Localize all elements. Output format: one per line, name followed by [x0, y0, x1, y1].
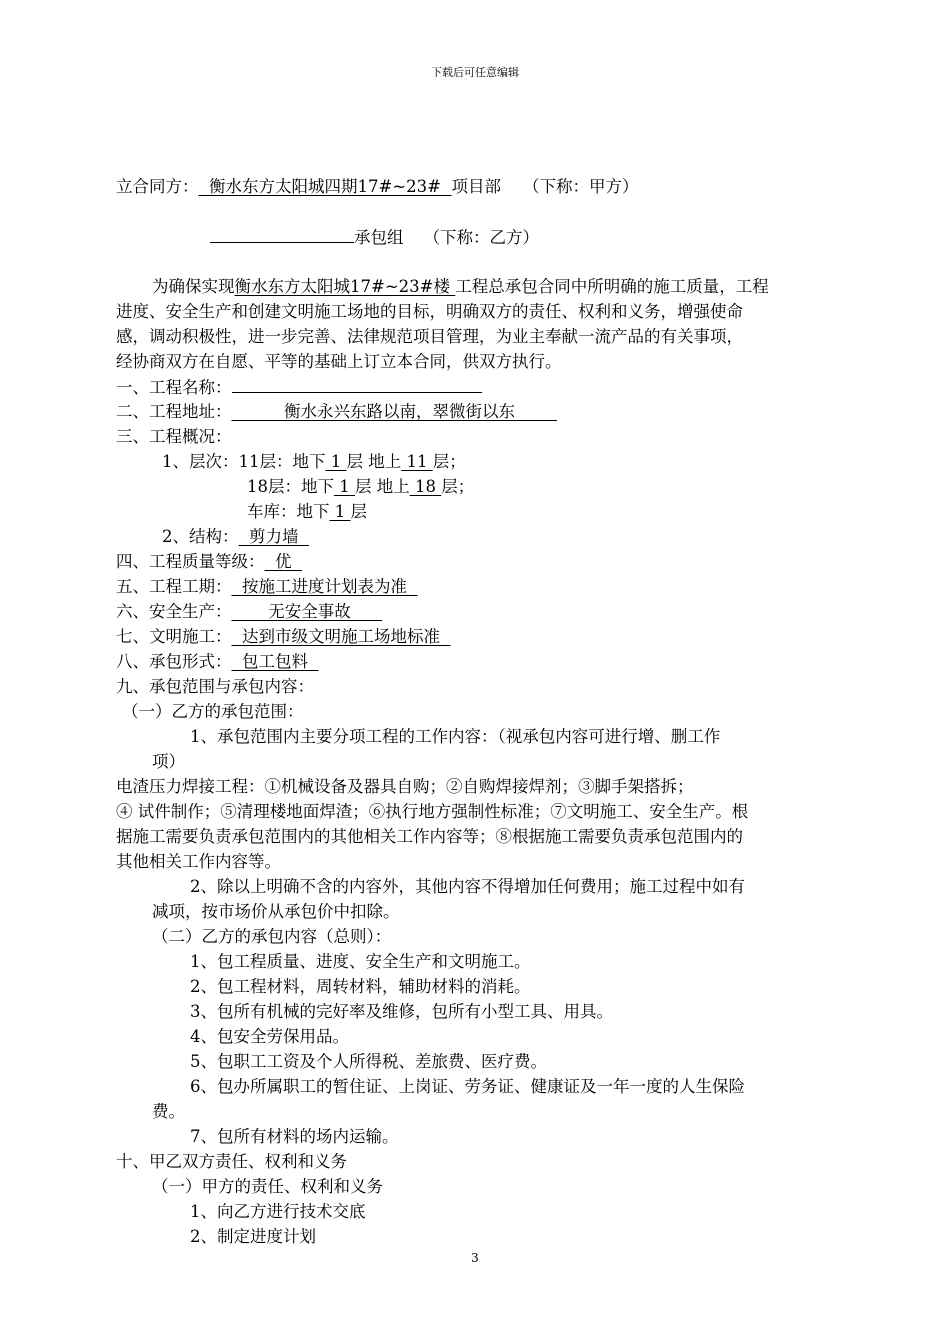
weld-line-3: 据施工需要负责承包范围内的其他相关工作内容等；⑧根据施工需要负责承包范围内的	[116, 827, 743, 846]
page-number: 3	[471, 1251, 479, 1265]
floors-18-prefix: 18层：地下	[247, 477, 334, 496]
floors-11-above: 11	[401, 452, 433, 471]
project-name-label: 一、工程名称：	[116, 378, 232, 397]
party-a-alias: （下称：甲方）	[522, 177, 639, 196]
intro-prefix: 为确保实现	[152, 277, 235, 296]
floors-11-mid: 层 地上	[346, 452, 402, 471]
intro-line1-rest: 工程总承包合同中所明确的施工质量，工程	[455, 277, 769, 296]
content-7: 7、包所有材料的场内运输。	[190, 1127, 399, 1146]
floors-18-mid: 层 地上	[355, 477, 410, 496]
weld-line-4: 其他相关工作内容等。	[116, 852, 281, 871]
intro-line-4: 经协商双方在自愿、平等的基础上订立本合同，供双方执行。	[116, 352, 562, 371]
contract-form-value: 包工包料	[231, 652, 319, 671]
structure-value: 剪力墙	[238, 527, 309, 546]
floors-11-suffix: 层；	[432, 452, 466, 471]
civilized-label: 七、文明施工：	[116, 627, 232, 646]
safety-label: 六、安全生产：	[116, 602, 232, 621]
floors-18-above: 18	[409, 477, 442, 496]
floors-18	[247, 475, 474, 499]
floors-11-underground: 1	[325, 452, 347, 471]
intro-line-3: 感，调动积极性，进一步完善、法律规范项目管理，为业主奉献一流产品的有关事项，	[116, 327, 743, 346]
page-header: 下载后可任意编辑	[431, 66, 519, 79]
content-5: 5、包职工工资及个人所得税、差旅费、医疗费。	[190, 1052, 547, 1071]
content-4: 4、包安全劳保用品。	[190, 1027, 349, 1046]
quality-label: 四、工程质量等级：	[116, 552, 265, 571]
item-safety	[116, 600, 382, 624]
scope-sub2: （二）乙方的承包内容（总则）：	[152, 927, 392, 946]
item-schedule	[116, 575, 417, 599]
party-b-alias: （下称：乙方）	[423, 228, 539, 247]
floors-11	[162, 450, 466, 474]
scope-p1-line1: 1、承包范围内主要分项工程的工作内容：（视承包内容可进行增、删工作	[190, 727, 721, 746]
party-a-line	[116, 175, 638, 199]
content-6-line1: 6、包办所属职工的暂住证、上岗证、劳务证、健康证及一年一度的人生保险	[190, 1077, 745, 1096]
scope-p2-line2: 减项，按市场价从承包价中扣除。	[152, 902, 400, 921]
contract-form-label: 八、承包形式：	[116, 652, 232, 671]
structure-line	[162, 525, 309, 549]
content-1: 1、包工程质量、进度、安全生产和文明施工。	[190, 952, 531, 971]
garage-underground: 1	[329, 502, 351, 521]
intro-line-2: 进度、安全生产和创建文明施工场地的目标，明确双方的责任、权利和义务，增强使命	[116, 302, 743, 321]
item-quality	[116, 550, 302, 574]
civilized-value: 达到市级文明施工场地标准	[231, 627, 451, 646]
scope-p1-line2: 项）	[152, 752, 185, 771]
garage-suffix: 层	[350, 502, 367, 521]
content-6-line2: 费。	[152, 1102, 185, 1121]
duties-title: 十、甲乙双方责任、权利和义务	[116, 1152, 347, 1171]
party-a-suffix: 项目部	[451, 177, 501, 196]
party-a-label: 立合同方：	[116, 177, 199, 196]
schedule-value: 按施工进度计划表为准	[231, 577, 418, 596]
content-2: 2、包工程材料，周转材料，辅助材料的消耗。	[190, 977, 531, 996]
address-label: 二、工程地址：	[116, 402, 232, 421]
floors-18-suffix: 层；	[441, 477, 475, 496]
structure-label: 2、结构：	[162, 527, 239, 546]
project-name-blank	[232, 375, 482, 393]
duty-1: 1、向乙方进行技术交底	[190, 1202, 366, 1221]
floors-11-prefix: 11层：地下	[238, 452, 326, 471]
garage-prefix: 车库：地下	[247, 502, 330, 521]
item-scope-title: 九、承包范围与承包内容：	[116, 677, 314, 696]
duties-sub1: （一）甲方的责任、权利和义务	[152, 1177, 383, 1196]
item-contract-form	[116, 650, 318, 674]
content-3: 3、包所有机械的完好率及维修，包所有小型工具、用具。	[190, 1002, 613, 1021]
quality-value: 优	[264, 552, 302, 571]
weld-line-1: 电渣压力焊接工程：①机械设备及器具自购；②自购焊接焊剂；③脚手架搭拆；	[116, 777, 694, 796]
floors-18-underground: 1	[334, 477, 355, 496]
floors-label: 1、层次：	[162, 452, 239, 471]
schedule-label: 五、工程工期：	[116, 577, 232, 596]
safety-value: 无安全事故	[231, 602, 383, 621]
party-b-line	[210, 225, 539, 249]
intro-project: 衡水东方太阳城17#~23#楼	[234, 277, 456, 296]
item-project-address	[116, 400, 557, 424]
weld-line-2: ④ 试件制作；⑤清理楼地面焊渣；⑥执行地方强制性标准；⑦文明施工、安全生产。根	[116, 802, 749, 821]
party-b-blank	[210, 225, 354, 243]
item-overview: 三、工程概况：	[116, 427, 232, 446]
party-a-name: 衡水东方太阳城四期17#~23#	[198, 177, 452, 196]
scope-p2-line1: 2、除以上明确不含的内容外，其他内容不得增加任何费用；施工过程中如有	[190, 877, 745, 896]
scope-sub1: （一）乙方的承包范围：	[122, 702, 304, 721]
party-b-suffix: 承包组	[354, 228, 404, 247]
floors-garage	[247, 500, 367, 524]
intro-line-1	[152, 275, 769, 299]
item-project-name	[116, 375, 482, 399]
duty-2: 2、制定进度计划	[190, 1227, 316, 1246]
item-civilized	[116, 625, 450, 649]
address-value: 衡水永兴东路以南，翠微街以东	[231, 402, 557, 421]
